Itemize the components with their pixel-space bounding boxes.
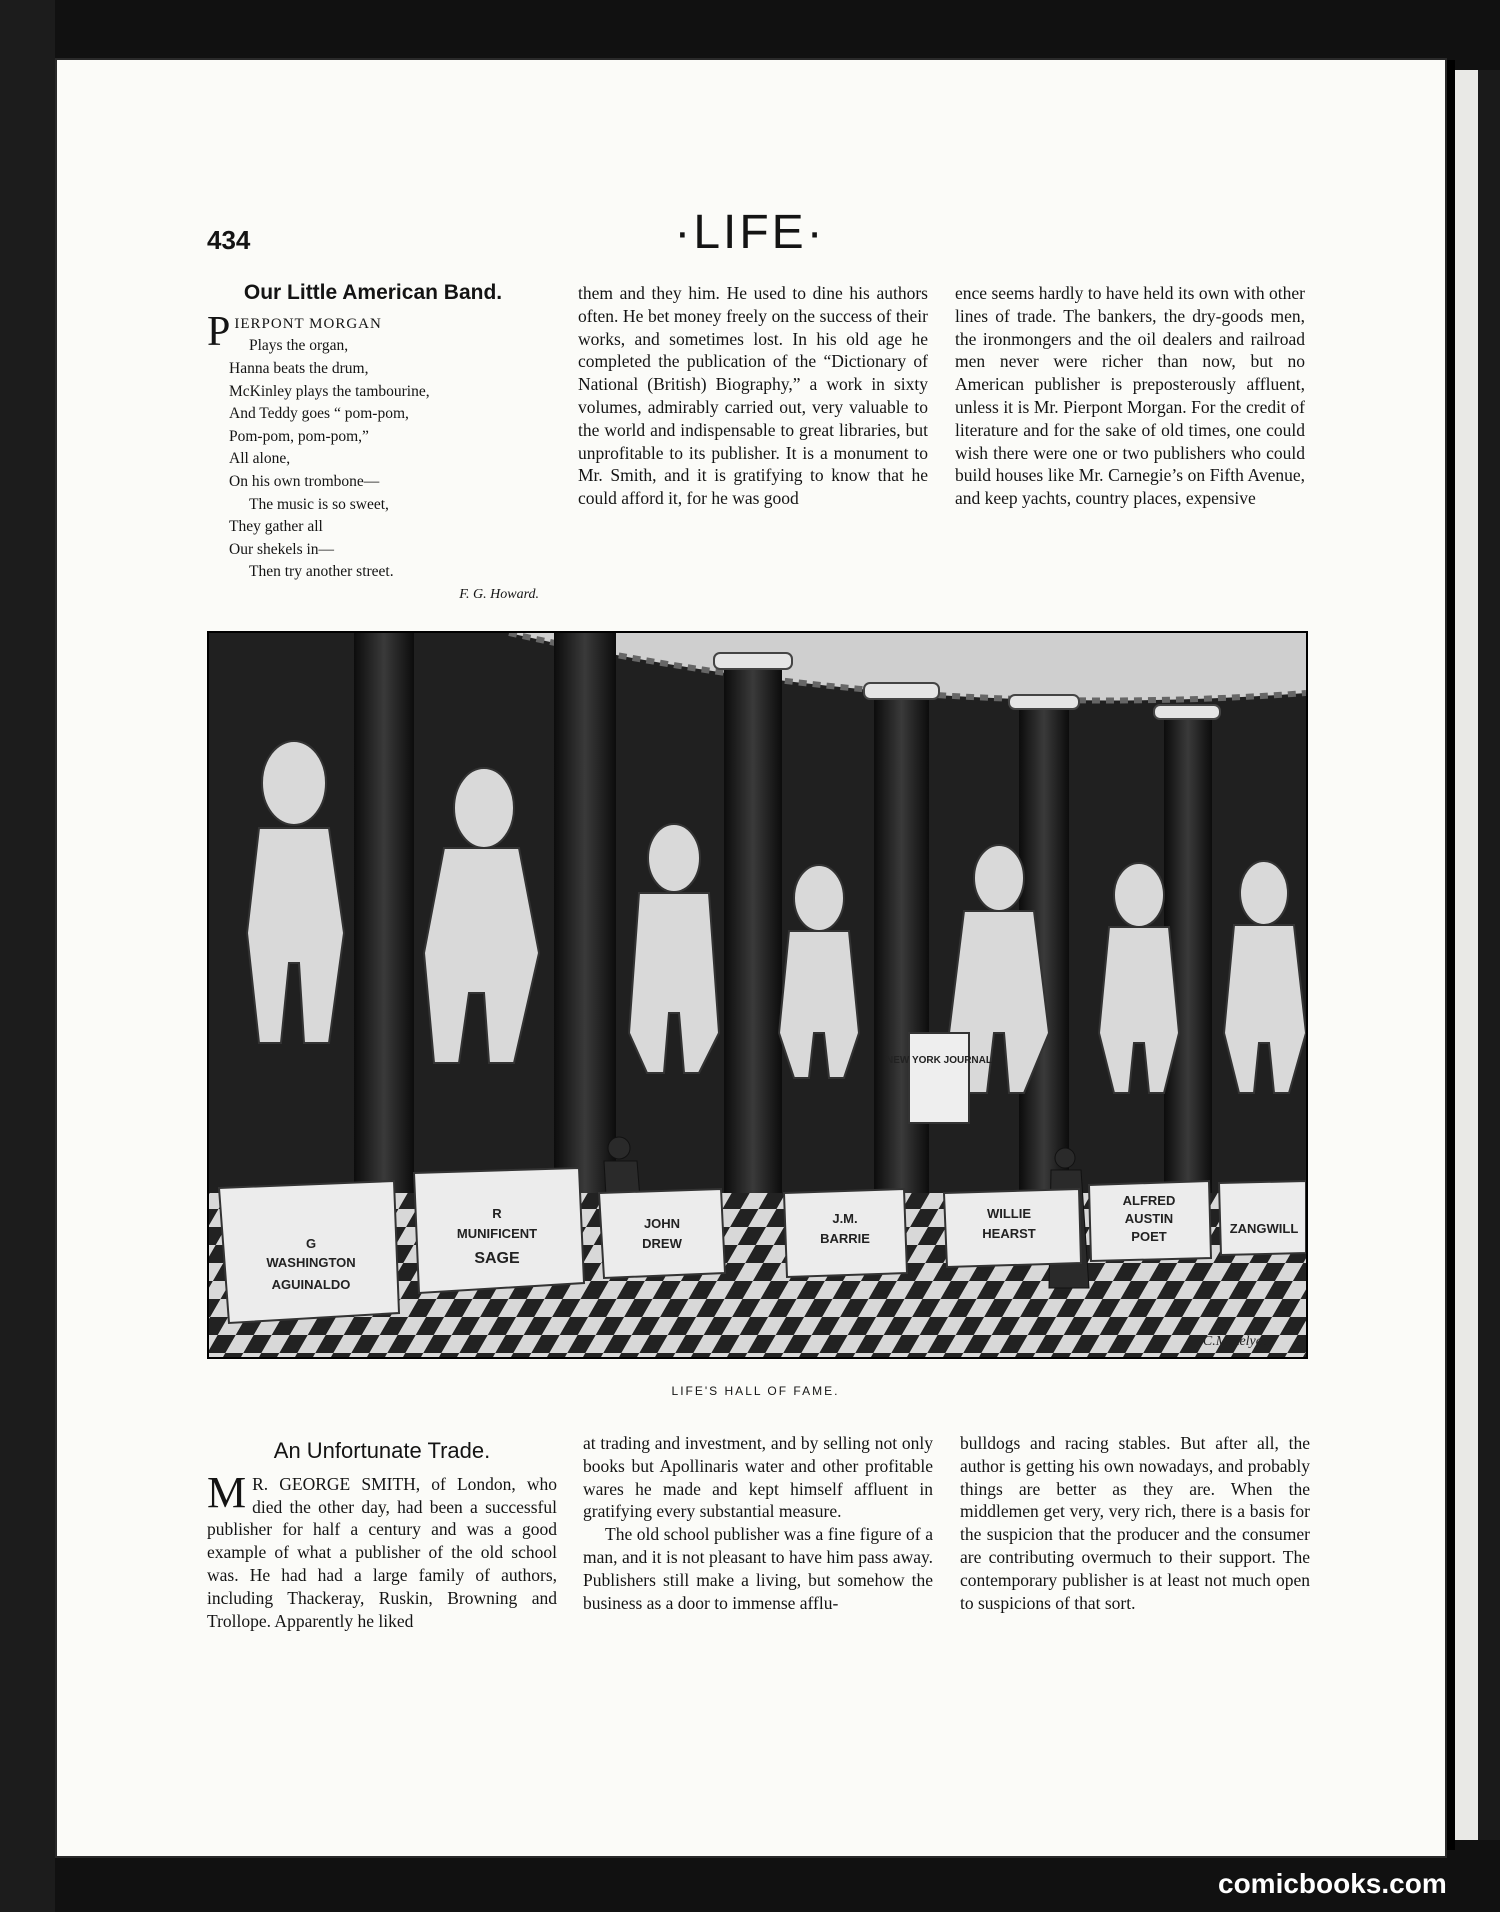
pedestal-label: DREW [642, 1236, 682, 1251]
pedestal-label: JOHN [643, 1216, 681, 1231]
pedestal-label: ZANGWILL [1229, 1221, 1299, 1236]
poem-line: On his own trombone— [229, 472, 380, 490]
pedestal-label: G [305, 1236, 317, 1251]
page-gutter [1447, 60, 1455, 1850]
poem-line: Our shekels in— [229, 540, 335, 558]
poem-line: Then try another street. [249, 563, 394, 581]
poem-dropcap: P [207, 308, 231, 355]
poem-title: Our Little American Band. [243, 281, 503, 304]
paragraph: bulldogs and racing stables. But after all, the author is getting his own nowadays, and probably things are better as they are. When the middlemen get very, very rich, there is a basis for the suspicion that the producer and the consumer are contributing overmuch to their support. The contemporary publisher is at least not much open to suspicions of that sort. [960, 1433, 1310, 1613]
site-watermark: comicbooks.com [1218, 1868, 1447, 1899]
pedestal-label: BARRIE [820, 1231, 870, 1246]
artist-signature: C.M.Relyea [1202, 1334, 1269, 1349]
paragraph: ence seems hardly to have held its own with other lines of trade. The bankers, the dry-goods men, the ironmongers and the oil dealers and railroad men never were richer than now, but no American publisher is preposterously affluent, unless it is Mr. Pierpont Morgan. For the credit of literature and for the sake of old times, one could wish there were one or two publishers who could build houses like Mr. Carnegie’s on Fifth Avenue, and keep yachts, country places, expensive [955, 283, 1305, 509]
pedestal-label: MUNIFICENT [456, 1226, 538, 1241]
poem-line: The music is so sweet, [249, 495, 389, 513]
article-title: An Unfortunate Trade. [273, 1438, 491, 1463]
poem-signature: F. G. Howard. [459, 586, 539, 602]
poem-body [207, 308, 539, 607]
poem-line: McKinley plays the tambourine, [229, 382, 430, 400]
paragraph [207, 1467, 557, 1633]
article-col3 [960, 1432, 1310, 1614]
pedestal-label: J.M. [832, 1211, 858, 1226]
scan-border-right [1478, 70, 1500, 1840]
pedestal-label: AUSTIN [1124, 1211, 1174, 1226]
poem-line: IERPONT MORGAN [234, 315, 382, 332]
pedestal-label: AGUINALDO [271, 1277, 351, 1292]
hall-of-fame-illustration [207, 631, 1308, 1359]
pedestal-label: WILLIE [986, 1206, 1032, 1221]
pedestal-label: SAGE [474, 1250, 520, 1267]
paragraph: The old school publisher was a fine figure of a man, and it is not pleasant to have him pass away. Publishers still make a living, but somehow the business as a door to immense afflu- [583, 1524, 933, 1613]
article-col2 [583, 1432, 933, 1614]
poem-line: They gather all [229, 518, 323, 536]
article-continued-col3 [955, 282, 1305, 510]
poem-line: Hanna beats the drum, [229, 359, 369, 377]
illustration-caption: LIFE'S HALL OF FAME. [671, 1384, 840, 1398]
poem-line: All alone, [229, 450, 291, 468]
page-number: 434 [207, 225, 251, 255]
poem-line: Plays the organ, [249, 337, 349, 355]
article-continued-col2 [578, 282, 928, 510]
article-dropcap: M [207, 1467, 247, 1517]
poem-line: And Teddy goes “ pom-pom, [229, 405, 409, 423]
pedestal-label: ALFRED [1122, 1193, 1176, 1208]
poem-column [207, 282, 539, 607]
paragraph: them and they him. He used to dine his authors often. He bet money freely on the success of their works, and sometimes lost. In his old age he completed the publication of the “Dictionary of National (British) Biography,” a work in sixty volumes, admirably carried out, very valuable to the world and indispensable to great libraries, but unprofitable to its publisher. It is a monument to Mr. Smith, and it is gratifying to know that he could afford it, for he was good [578, 283, 928, 509]
article-col1 [207, 1440, 557, 1632]
pedestal-label: R [492, 1206, 502, 1221]
newspaper-label: NEW YORK JOURNAL [886, 1055, 992, 1066]
pedestal-label: WASHINGTON [266, 1255, 356, 1270]
poem-line: Pom-pom, pom-pom,” [229, 427, 369, 445]
paragraph: at trading and investment, and by selling not only books but Apollinaris water and other profitable wares he made and kept himself affluent in gratifying every substantial measure. [583, 1433, 933, 1522]
pedestal-label: POET [1131, 1229, 1167, 1244]
paragraph-text: R. GEORGE SMITH, of London, who died the other day, had been a successful publisher for half a century and was a good example of what a publisher of the old school was. He had had a large family of authors, including Thackeray, Ruskin, Browning and Trollope. Apparently he liked [207, 1473, 557, 1631]
pedestal-label: HEARST [982, 1226, 1036, 1241]
masthead-title: ·LIFE· [674, 206, 826, 259]
scan-border-left [0, 0, 55, 1912]
